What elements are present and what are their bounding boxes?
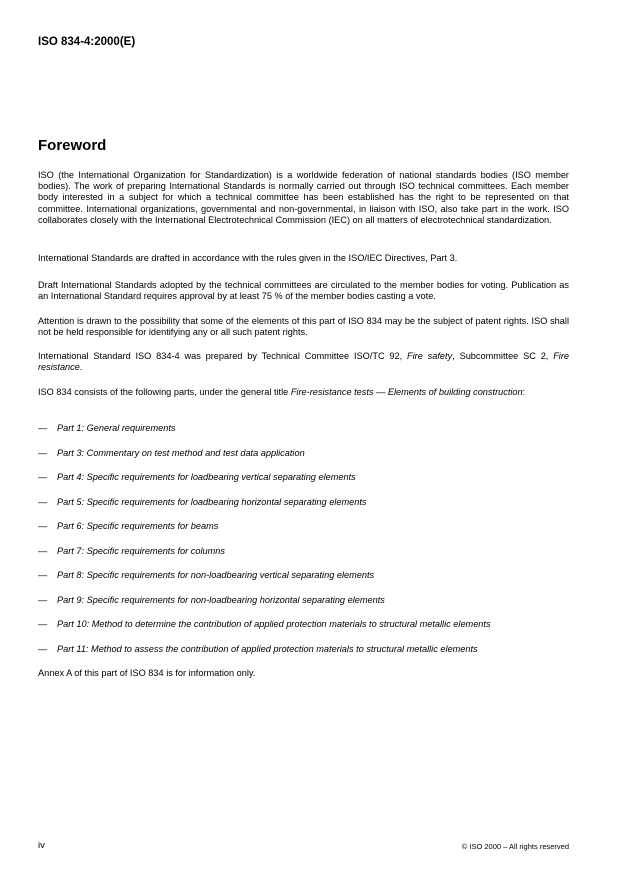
- list-item: [38, 619, 569, 630]
- list-item-text: Part 9: Specific requirements for non-loadbearing horizontal separating elements: [57, 595, 385, 605]
- list-dash: —: [38, 472, 48, 482]
- list-dash: —: [38, 423, 48, 433]
- paragraph-voting: Draft International Standards adopted by the technical committees are circulated to the member bodies for voting. Publication as an International Standard requires approval by at least 75 % of the member bodies casting a vote.: [38, 280, 569, 302]
- committee-text-c: , Subcommittee SC 2,: [452, 351, 554, 361]
- list-item: [38, 546, 569, 557]
- list-item-text: Part 5: Specific requirements for loadbearing horizontal separating elements: [57, 497, 367, 507]
- page-title: Foreword: [38, 137, 107, 154]
- list-item-text: Part 7: Specific requirements for columns: [57, 546, 225, 556]
- list-dash: —: [38, 497, 48, 507]
- list-item: [38, 570, 569, 581]
- paragraph-patent-rights: Attention is drawn to the possibility that some of the elements of this part of ISO 834 may be the subject of patent rights. ISO shall not be held responsible for identifying any or all such patent rights.: [38, 316, 569, 338]
- list-item: [38, 595, 569, 606]
- list-dash: —: [38, 570, 48, 580]
- parts-intro-text: ISO 834 consists of the following parts, under the general title: [38, 387, 291, 397]
- list-dash: —: [38, 644, 48, 654]
- list-item-text: Part 3: Commentary on test method and test data application: [57, 448, 305, 458]
- list-item-text: Part 6: Specific requirements for beams: [57, 521, 219, 531]
- list-item-text: Part 10: Method to determine the contribution of applied protection materials to structural metallic elements: [57, 619, 491, 629]
- general-title: Fire-resistance tests — Elements of building construction: [290, 387, 523, 397]
- list-dash: —: [38, 595, 48, 605]
- list-dash: —: [38, 448, 48, 458]
- list-dash: —: [38, 546, 48, 556]
- list-item: [38, 423, 569, 434]
- list-item: [38, 448, 569, 459]
- list-dash: —: [38, 619, 48, 629]
- copyright-notice: © ISO 2000 – All rights reserved: [461, 842, 569, 851]
- committee-text-a: International Standard ISO 834-4 was prepared by Technical Committee ISO/TC 92,: [38, 351, 408, 361]
- paragraph-annex-note: Annex A of this part of ISO 834 is for information only.: [38, 668, 256, 678]
- committee-name: Fire safety: [407, 351, 453, 361]
- paragraph-iso-overview: ISO (the International Organization for Standardization) is a worldwide federation of national standards bodies (ISO member bodies). The work of preparing International Standards is normally carried out through ISO technical committees. Each member body interested in a subject for which a technical committee has been established has the right to be represented on that committee. International organizations, governmental and non-governmental, in liaison with ISO, also take part in the work. ISO collaborates closely with the International Electrotechnical Commission (IEC) on all matters of electrotechnical standardization.: [38, 170, 569, 225]
- document-identifier: ISO 834-4:2000(E): [38, 36, 136, 48]
- list-item-text: Part 11: Method to assess the contribution of applied protection materials to structural metallic elements: [57, 644, 478, 654]
- page-number: iv: [38, 840, 45, 851]
- paragraph-drafting-rules: International Standards are drafted in accordance with the rules given in the ISO/IEC Directives, Part 3.: [38, 253, 458, 263]
- list-item: [38, 497, 569, 508]
- paragraph-committee: [38, 351, 569, 373]
- list-item-text: Part 1: General requirements: [57, 423, 176, 433]
- list-item: [38, 521, 569, 532]
- subcommittee-name: Fire resistance: [38, 351, 570, 373]
- parts-intro-colon: :: [522, 387, 526, 397]
- list-dash: —: [38, 521, 48, 531]
- list-item-text: Part 4: Specific requirements for loadbearing vertical separating elements: [57, 472, 356, 482]
- list-item: [38, 644, 569, 655]
- paragraph-parts-intro: [38, 387, 569, 398]
- list-item: [38, 472, 569, 483]
- list-item-text: Part 8: Specific requirements for non-loadbearing vertical separating elements: [57, 570, 375, 580]
- committee-text-e: .: [79, 362, 83, 373]
